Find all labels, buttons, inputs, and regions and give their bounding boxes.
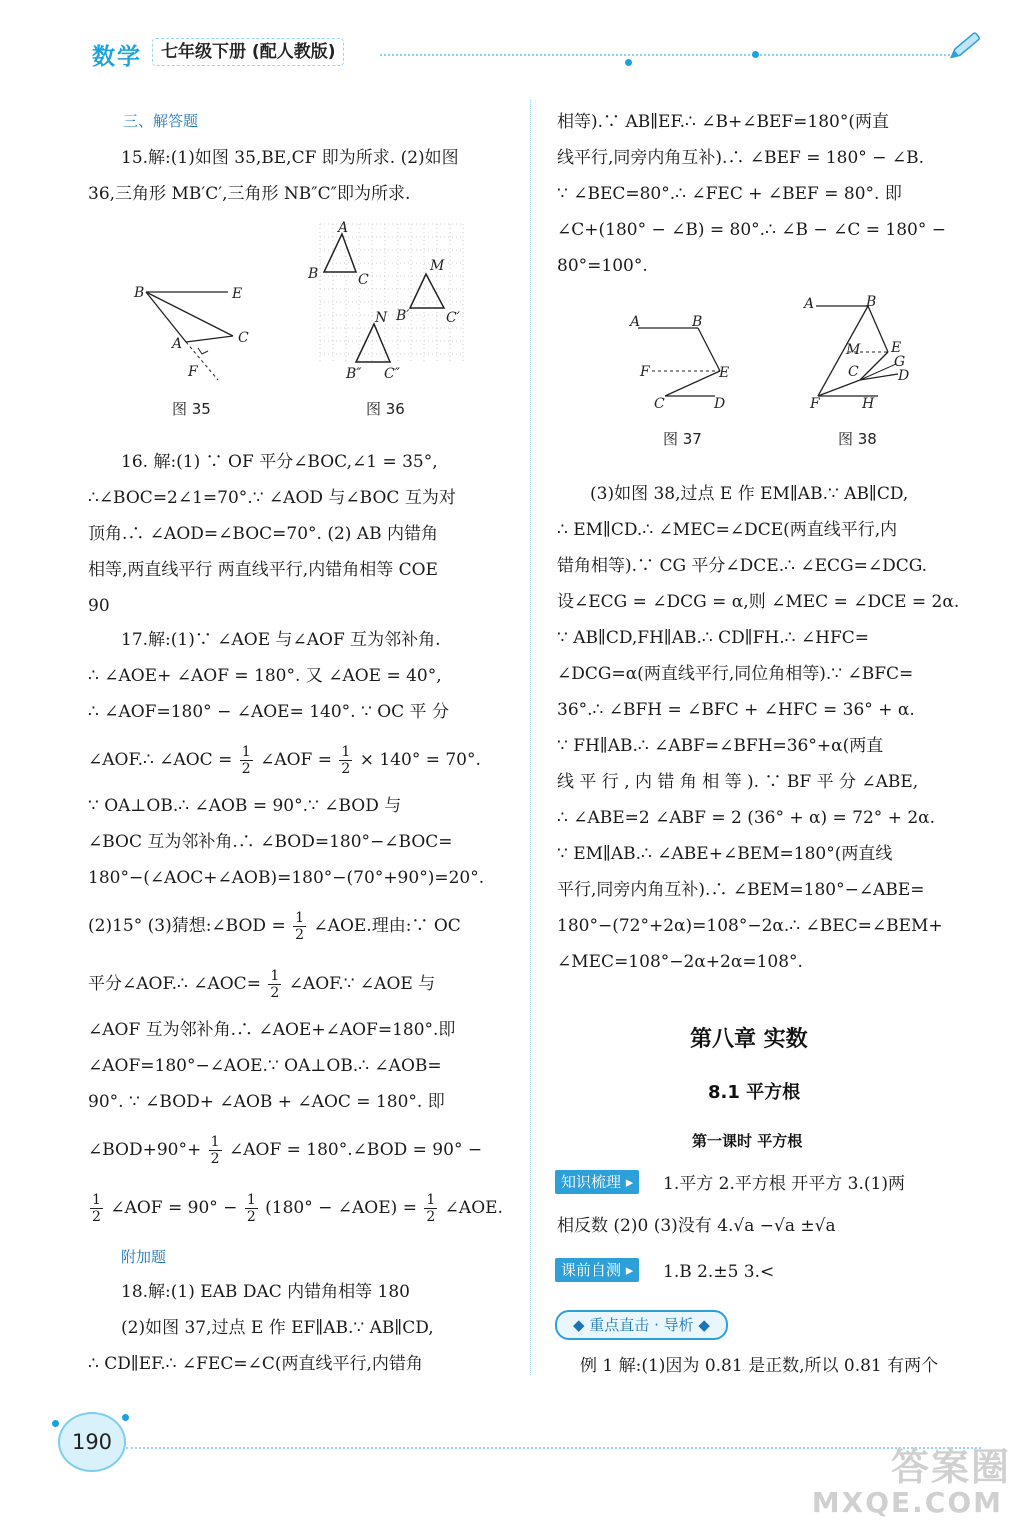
label-F: F [640, 364, 650, 380]
text-segment: (2)15° (3)猜想:∠BOD = [88, 916, 286, 936]
text-line: 36°.∴ ∠BFH = ∠BFC + ∠HFC = 36° + α. [557, 700, 915, 720]
text-segment: ∠AOF.∴ ∠AOC = [88, 750, 233, 770]
figure-37-caption: 图 37 [663, 430, 702, 448]
text-line: 80°=100°. [557, 256, 648, 276]
text-segment: 平分∠AOF.∴ ∠AOC= [88, 974, 261, 994]
numerator: 1 [341, 744, 351, 760]
q17-fraction-line [88, 742, 481, 778]
header-dot [625, 59, 632, 66]
figure-38-caption: 图 38 [838, 430, 877, 448]
text-line: ∵ ∠BEC=80°.∴ ∠FEC + ∠BEF = 80°. 即 [557, 184, 902, 204]
text-line: ∵ OA⊥OB.∴ ∠AOB = 90°.∵ ∠BOD 与 [88, 796, 402, 816]
label-B-double-prime: B″ [346, 366, 362, 382]
label-N: N [375, 310, 388, 326]
denominator: 2 [426, 1209, 436, 1225]
denominator: 2 [341, 761, 351, 777]
chapter-title: 第八章 实数 [690, 1027, 808, 1052]
q17-text-c [88, 1012, 455, 1120]
fraction [424, 1192, 437, 1225]
label-B-prime: B′ [396, 308, 410, 324]
fraction [268, 968, 281, 1001]
label-E: E [719, 365, 730, 381]
label-A: A [172, 336, 183, 352]
text-line: ∴ ∠ABE=2 ∠ABF = 2 (36° + α) = 72° + 2α. [557, 808, 936, 828]
text-segment: ∠AOE.理由:∵ OC [313, 916, 461, 936]
text-line: ∴ CD∥EF.∴ ∠FEC=∠C(两直线平行,内错角 [88, 1354, 423, 1374]
denominator: 2 [92, 1209, 101, 1225]
numerator: 1 [92, 1192, 101, 1208]
header-dot [752, 51, 759, 58]
text-line: 17.解:(1)∵ ∠AOE 与∠AOF 互为邻补角. [121, 630, 441, 650]
text-line: ∠BOC 互为邻补角.∴ ∠BOD=180°−∠BOC= [88, 832, 453, 852]
label-C-prime: C′ [446, 310, 460, 326]
text-line: 15.解:(1)如图 35,BE,CF 即为所求. (2)如图 [121, 148, 459, 168]
label-B: B [692, 314, 703, 330]
label-D: D [714, 396, 726, 412]
text-line: ∴ ∠AOF=180° − ∠AOE= 140°. ∵ OC 平 分 [88, 702, 449, 722]
denominator: 2 [295, 927, 305, 943]
text-segment: (180° − ∠AOE) = [265, 1198, 417, 1218]
book-title: 七年级下册 (配人教版) [152, 38, 344, 66]
text-line: ∠MEC=108°−2α+2α=108°. [557, 952, 803, 972]
text-line: 90 [88, 596, 110, 616]
focus-banner: ◆ 重点直击 · 导析 ◆ [555, 1310, 728, 1340]
example-text: 例 1 解:(1)因为 0.81 是正数,所以 0.81 有两个 [580, 1356, 939, 1376]
label-B: B [866, 294, 877, 310]
text-line: ∠DCG=α(两直线平行,同位角相等).∵ ∠BFC= [557, 664, 914, 684]
pen-icon [945, 26, 987, 64]
text-line: 错角相等).∵ CG 平分∠DCE.∴ ∠ECG=∠DCG. [557, 556, 928, 576]
text-line: ∵ AB∥CD,FH∥AB.∴ CD∥FH.∴ ∠HFC= [557, 628, 869, 648]
text-line: ∵ FH∥AB.∴ ∠ABF=∠BFH=36°+α(两直 [557, 736, 884, 756]
figure-36 [300, 214, 480, 384]
subject-title: 数学 [92, 44, 142, 70]
q17-guess-line [88, 908, 461, 944]
knowledge-answers: 1.平方 2.平方根 开平方 3.(1)两 [663, 1174, 905, 1194]
label-C-double-prime: C″ [384, 366, 400, 382]
text-line: 180°−(72°+2α)=108°−2α.∴ ∠BEC=∠BEM+ [557, 916, 943, 936]
text-line: 16. 解:(1) ∵ OF 平分∠BOC,∠1 = 35°, [121, 452, 438, 472]
label-H: H [862, 396, 875, 412]
numerator: 1 [241, 744, 251, 760]
section-title: 8.1 平方根 [708, 1082, 801, 1103]
label-E: E [891, 340, 902, 356]
text-line: (3)如图 38,过点 E 作 EM∥AB.∵ AB∥CD, [590, 484, 909, 504]
denominator: 2 [210, 1151, 220, 1167]
text-line: 18.解:(1) EAB DAC 内错角相等 180 [121, 1282, 410, 1302]
text-line: ∠AOF=180°−∠AOE.∵ OA⊥OB.∴ ∠AOB= [88, 1056, 442, 1076]
pretest-answers: 1.B 2.±5 3.< [663, 1262, 775, 1282]
footer-dot [122, 1414, 129, 1421]
text-line: 36,三角形 MB′C′,三角形 NB″C″即为所求. [88, 184, 411, 204]
text-line: (2)如图 37,过点 E 作 EF∥AB.∵ AB∥CD, [121, 1318, 434, 1338]
fraction [293, 910, 306, 943]
pretest-tag: 课前自测 ▸ [555, 1258, 639, 1282]
q17-text-a [88, 622, 449, 730]
numerator: 1 [426, 1192, 436, 1208]
fraction [240, 744, 253, 777]
right-q3-text [557, 476, 959, 980]
text-segment: ∠AOF = 90° − [110, 1198, 238, 1218]
label-B: B [308, 266, 319, 282]
fraction [90, 1192, 103, 1225]
text-line: 相等).∵ AB∥EF.∴ ∠B+∠BEF=180°(两直 [557, 112, 889, 132]
q17-text-b [88, 788, 484, 896]
column-divider [530, 100, 531, 1375]
watermark-logo: 答案圈 [890, 1445, 1011, 1489]
page-number: 190 [58, 1412, 126, 1472]
figure-35-caption: 图 35 [172, 400, 211, 418]
text-segment: × 140° = 70°. [359, 750, 481, 770]
numerator: 1 [210, 1134, 220, 1150]
header-rule [380, 54, 950, 56]
text-line: 顶角.∴ ∠AOD=∠BOC=70°. (2) AB 内错角 [88, 524, 438, 544]
text-line: 180°−(∠AOC+∠AOB)=180°−(70°+90°)=20°. [88, 868, 485, 888]
label-F: F [188, 364, 198, 380]
label-A: A [804, 296, 815, 312]
text-line: 相等,两直线平行 两直线平行,内错角相等 COE [88, 560, 438, 580]
text-line: ∴∠BOC=2∠1=70°.∵ ∠AOD 与∠BOC 互为对 [88, 488, 456, 508]
figure-37 [620, 306, 740, 416]
label-C: C [358, 272, 369, 288]
label-C: C [654, 396, 665, 412]
label-B: B [134, 285, 145, 301]
section-heading: 三、解答题 [123, 112, 199, 130]
figure-35 [128, 282, 258, 382]
denominator: 2 [270, 985, 280, 1001]
q17-final-line [88, 1190, 503, 1226]
text-segment: ∠AOF = [260, 750, 332, 770]
q16-text [88, 444, 456, 624]
q17-bisect-line [88, 966, 435, 1002]
text-line: ∵ EM∥AB.∴ ∠ABE+∠BEM=180°(两直线 [557, 844, 893, 864]
text-line: 设∠ECG = ∠DCG = α,则 ∠MEC = ∠DCE = 2α. [557, 592, 960, 612]
knowledge-answers-cont: 相反数 (2)0 (3)没有 4.√a −√a ±√a [557, 1216, 836, 1236]
label-E: E [232, 286, 243, 302]
text-line: ∠AOF 互为邻补角.∴ ∠AOE+∠AOF=180°.即 [88, 1020, 456, 1040]
numerator: 1 [295, 910, 305, 926]
footer-rule [126, 1447, 981, 1449]
text-segment: ∠AOF = 180°.∠BOD = 90° − [228, 1140, 483, 1160]
q17-sum-line [88, 1132, 482, 1168]
label-A: A [630, 314, 641, 330]
fraction [209, 1134, 222, 1167]
label-C: C [238, 330, 249, 346]
label-F: F [810, 396, 820, 412]
figure-38 [798, 290, 928, 416]
denominator: 2 [241, 761, 251, 777]
extra-heading: 附加题 [121, 1248, 167, 1266]
right-top-text [557, 104, 946, 284]
q18-text [88, 1274, 434, 1382]
watermark-url: MXQE.COM [811, 1486, 1003, 1519]
knowledge-tag: 知识梳理 ▸ [555, 1170, 639, 1194]
text-line: 平行,同旁内角互补).∴ ∠BEM=180°−∠ABE= [557, 880, 925, 900]
label-M: M [430, 258, 445, 274]
text-line: 90°. ∵ ∠BOD+ ∠AOB + ∠AOC = 180°. 即 [88, 1092, 445, 1112]
label-C: C [848, 364, 859, 380]
text-line: 线平行,同旁内角互补).∴ ∠BEF = 180° − ∠B. [557, 148, 924, 168]
text-segment: ∠AOE. [444, 1198, 503, 1218]
text-segment: ∠BOD+90°+ [88, 1140, 202, 1160]
figure-36-caption: 图 36 [366, 400, 405, 418]
text-segment: ∠AOF.∵ ∠AOE 与 [288, 974, 436, 994]
text-line: ∴ EM∥CD.∴ ∠MEC=∠DCE(两直线平行,内 [557, 520, 898, 540]
fraction [339, 744, 352, 777]
text-line: ∠C+(180° − ∠B) = 80°.∴ ∠B − ∠C = 180° − [557, 220, 946, 240]
lesson-title: 第一课时 平方根 [692, 1132, 803, 1150]
label-A: A [338, 220, 349, 236]
label-D: D [898, 368, 910, 384]
denominator: 2 [246, 1209, 256, 1225]
label-G: G [894, 354, 906, 370]
footer-dot [52, 1420, 59, 1427]
text-line: 线 平 行 , 内 错 角 相 等 ). ∵ BF 平 分 ∠ABE, [557, 772, 919, 792]
q15-text [88, 140, 459, 212]
fraction [245, 1192, 258, 1225]
label-M: M [846, 342, 861, 358]
numerator: 1 [246, 1192, 256, 1208]
numerator: 1 [270, 968, 280, 984]
text-line: ∴ ∠AOE+ ∠AOF = 180°. 又 ∠AOE = 40°, [88, 666, 442, 686]
